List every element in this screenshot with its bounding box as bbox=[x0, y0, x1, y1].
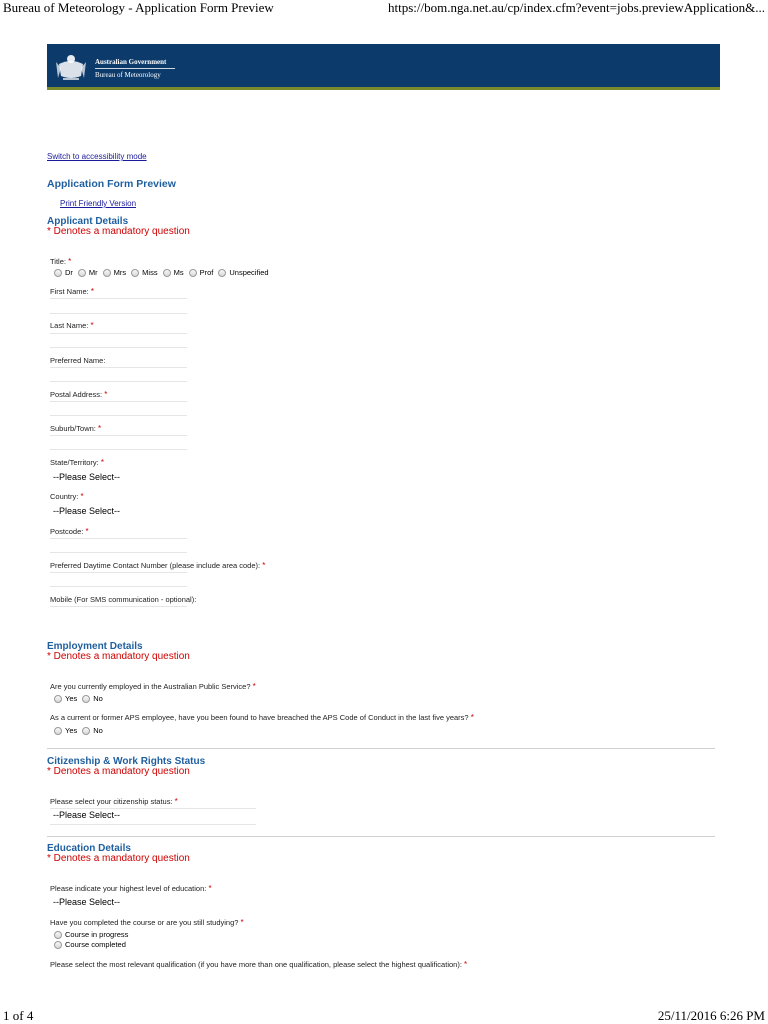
citizenship-select-top bbox=[50, 808, 256, 809]
title-radio-group: Dr Mr Mrs Miss Ms Prof Unspecified bbox=[54, 268, 274, 277]
code-of-conduct-question: As a current or former APS employee, have you been found to have breached the APS Code of Conduct in the last five years? * bbox=[50, 713, 474, 722]
form-title: Application Form Preview bbox=[47, 178, 176, 190]
state-select[interactable]: --Please Select-- bbox=[53, 472, 121, 482]
banner-rule bbox=[95, 68, 175, 69]
citizenship-question: Please select your citizenship status: * bbox=[50, 797, 178, 806]
accessibility-link[interactable]: Switch to accessibility mode bbox=[47, 152, 147, 161]
code-of-conduct-radio-no[interactable] bbox=[82, 727, 90, 735]
first-name-field-bottom bbox=[50, 313, 187, 314]
first-name-label: First Name: * bbox=[50, 287, 94, 296]
employment-section-title: Employment Details bbox=[47, 641, 143, 652]
preferred-name-field-bottom bbox=[50, 381, 187, 382]
citizenship-select[interactable]: --Please Select-- bbox=[53, 810, 121, 820]
mobile-label: Mobile (For SMS communication - optional): bbox=[50, 595, 197, 604]
citizenship-section-title: Citizenship & Work Rights Status bbox=[47, 756, 206, 767]
title-radio-ms[interactable] bbox=[163, 269, 171, 277]
title-radio-mr[interactable] bbox=[78, 269, 86, 277]
postcode-field-bottom bbox=[50, 552, 187, 553]
page-url: https://bom.nga.net.au/cp/index.cfm?event=jobs.previewApplication&... bbox=[387, 0, 765, 15]
daytime-phone-field[interactable] bbox=[50, 572, 187, 573]
daytime-phone-label: Preferred Daytime Contact Number (please include area code): * bbox=[50, 561, 266, 570]
mandatory-note: * Denotes a mandatory question bbox=[47, 226, 190, 237]
title-label: Title: * bbox=[50, 257, 72, 266]
postcode-field[interactable] bbox=[50, 538, 187, 539]
course-status-question: Have you completed the course or are you still studying? * bbox=[50, 918, 244, 927]
title-radio-unspecified[interactable] bbox=[218, 269, 226, 277]
page-title: Bureau of Meteorology - Application Form Preview bbox=[3, 0, 274, 15]
state-label: State/Territory: * bbox=[50, 458, 104, 467]
citizenship-select-bottom bbox=[50, 824, 256, 825]
last-name-field[interactable] bbox=[50, 333, 187, 334]
first-name-field[interactable] bbox=[50, 298, 187, 299]
code-of-conduct-radio-yes[interactable] bbox=[54, 727, 62, 735]
aps-employed-question: Are you currently employed in the Australian Public Service? * bbox=[50, 682, 256, 691]
code-of-conduct-radio-group: Yes No bbox=[54, 726, 108, 735]
title-radio-dr[interactable] bbox=[54, 269, 62, 277]
course-status-option-progress: Course in progress bbox=[54, 930, 133, 939]
country-label: Country: * bbox=[50, 492, 84, 501]
course-completed-radio[interactable] bbox=[54, 941, 62, 949]
suburb-label: Suburb/Town: * bbox=[50, 424, 102, 433]
education-section-title: Education Details bbox=[47, 843, 131, 854]
mandatory-note: * Denotes a mandatory question bbox=[47, 766, 190, 777]
title-radio-prof[interactable] bbox=[189, 269, 197, 277]
aps-employed-radio-no[interactable] bbox=[82, 695, 90, 703]
postal-address-field[interactable] bbox=[50, 401, 187, 402]
agency-name: Bureau of Meteorology bbox=[95, 71, 161, 79]
page-indicator: 1 of 4 bbox=[3, 1008, 34, 1023]
coat-of-arms-icon bbox=[53, 50, 89, 82]
postal-address-label: Postal Address: * bbox=[50, 390, 108, 399]
preferred-name-label: Preferred Name: bbox=[50, 356, 106, 365]
suburb-field[interactable] bbox=[50, 435, 187, 436]
print-timestamp: 25/11/2016 6:26 PM bbox=[657, 1008, 765, 1023]
qualification-question: Please select the most relevant qualification (if you have more than one qualification, please select the highest qualification): * bbox=[50, 960, 468, 969]
section-divider bbox=[47, 748, 715, 749]
education-level-question: Please indicate your highest level of education: * bbox=[50, 884, 212, 893]
course-status-option-completed: Course completed bbox=[54, 940, 131, 949]
title-radio-miss[interactable] bbox=[131, 269, 139, 277]
last-name-label: Last Name: * bbox=[50, 321, 94, 330]
preferred-name-field[interactable] bbox=[50, 367, 187, 368]
daytime-phone-field-bottom bbox=[50, 586, 187, 587]
aps-employed-radio-group: Yes No bbox=[54, 694, 108, 703]
gov-name: Australian Government bbox=[95, 58, 167, 66]
country-select[interactable]: --Please Select-- bbox=[53, 506, 121, 516]
aps-employed-radio-yes[interactable] bbox=[54, 695, 62, 703]
suburb-field-bottom bbox=[50, 449, 187, 450]
gov-banner bbox=[47, 44, 720, 90]
course-in-progress-radio[interactable] bbox=[54, 931, 62, 939]
mobile-field[interactable] bbox=[50, 606, 187, 607]
section-divider bbox=[47, 836, 715, 837]
postal-address-field-bottom bbox=[50, 415, 187, 416]
last-name-field-bottom bbox=[50, 347, 187, 348]
mandatory-note: * Denotes a mandatory question bbox=[47, 853, 190, 864]
title-radio-mrs[interactable] bbox=[103, 269, 111, 277]
mandatory-note: * Denotes a mandatory question bbox=[47, 651, 190, 662]
print-friendly-link[interactable]: Print Friendly Version bbox=[60, 199, 137, 208]
education-level-select[interactable]: --Please Select-- bbox=[53, 897, 121, 907]
applicant-section-title: Applicant Details bbox=[47, 216, 129, 227]
postcode-label: Postcode: * bbox=[50, 527, 89, 536]
